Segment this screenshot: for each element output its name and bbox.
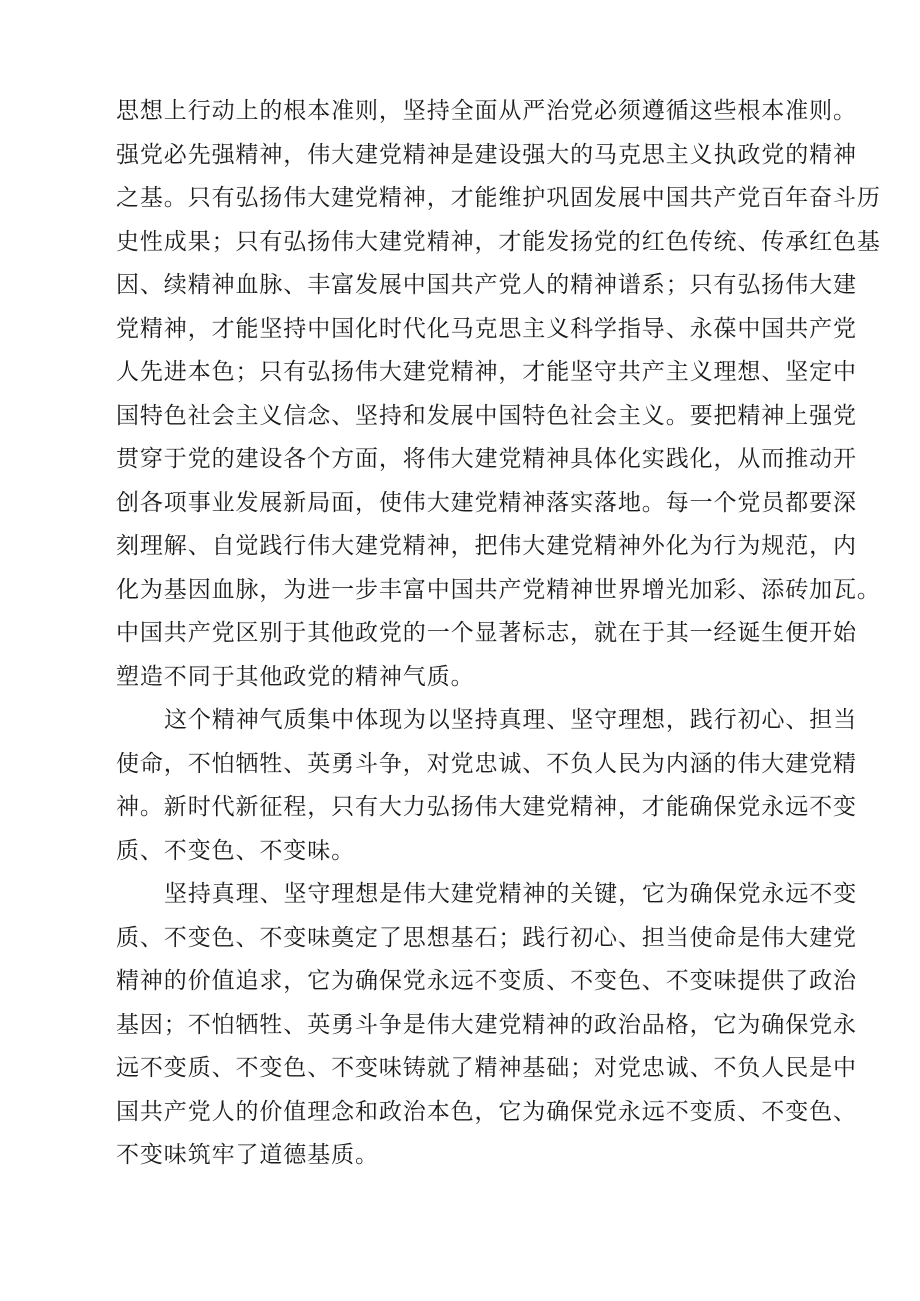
paragraph-3 (116, 873, 858, 1178)
text-line: 不变味筑牢了道德基质。 (116, 1142, 379, 1168)
text-line: 人先进本色；只有弘扬伟大建党精神，才能坚守共产主义理想、坚定中 (116, 359, 857, 385)
text-line: 创各项事业发展新局面，使伟大建党精神落实落地。每一个党员都要深 (116, 489, 857, 516)
text-line: 国共产党人的价值理念和政治本色，它为确保党永远不变质、不变色、 (116, 1098, 857, 1125)
text-line: 质、不变色、不变味奠定了思想基石；践行初心、担当使命是伟大建党 (116, 924, 857, 951)
text-line: 思想上行动上的根本准则，坚持全面从严治党必须遵循这些根本准则。 (116, 98, 857, 124)
text-line: 精神的价值追求，它为确保党永远不变质、不变色、不变味提供了政治 (116, 968, 857, 994)
paragraph-2 (116, 699, 858, 873)
text-line: 使命，不怕牺牲、英勇斗争，对党忠诚、不负人民为内涵的伟大建党精 (116, 750, 857, 777)
text-line: 之基。只有弘扬伟大建党精神，才能维护巩固发展中国共产党百年奋斗历 (116, 185, 881, 211)
text-line: 远不变质、不变色、不变味铸就了精神基础；对党忠诚、不负人民是中 (116, 1055, 857, 1081)
paragraph-1 (116, 90, 881, 699)
text-line: 因、续精神血脉、丰富发展中国共产党人的精神谱系；只有弘扬伟大建 (116, 272, 857, 298)
text-line: 国特色社会主义信念、坚持和发展中国特色社会主义。要把精神上强党 (116, 402, 857, 429)
text-line: 刻理解、自觉践行伟大建党精神，把伟大建党精神外化为行为规范，内 (116, 533, 857, 559)
text-line: 中国共产党区别于其他政党的一个显著标志，就在于其一经诞生便开始 (116, 620, 857, 646)
text-line: 贯穿于党的建设各个方面，将伟大建党精神具体化实践化，从而推动开 (116, 446, 857, 472)
text-line: 基因；不怕牺牲、英勇斗争是伟大建党精神的政治品格，它为确保党永 (116, 1011, 857, 1038)
text-line: 塑造不同于其他政党的精神气质。 (116, 663, 475, 690)
document-body (116, 90, 881, 1178)
text-line: 党精神，才能坚持中国化时代化马克思主义科学指导、永葆中国共产党 (116, 315, 857, 342)
text-line: 神。新时代新征程，只有大力弘扬伟大建党精神，才能确保党永远不变 (116, 794, 857, 820)
text-line: 强党必先强精神，伟大建党精神是建设强大的马克思主义执政党的精神 (116, 141, 857, 168)
text-line-first: 这个精神气质集中体现为以坚持真理、坚守理想，践行初心、担当 (164, 707, 858, 733)
text-line-first: 坚持真理、坚守理想是伟大建党精神的关键，它为确保党永远不变 (164, 881, 858, 907)
text-line: 史性成果；只有弘扬伟大建党精神，才能发扬党的红色传统、传承红色基 (116, 228, 881, 255)
text-line: 化为基因血脉，为进一步丰富中国共产党精神世界增光加彩、添砖加瓦。 (116, 576, 881, 603)
text-line: 质、不变色、不变味。 (116, 837, 355, 864)
